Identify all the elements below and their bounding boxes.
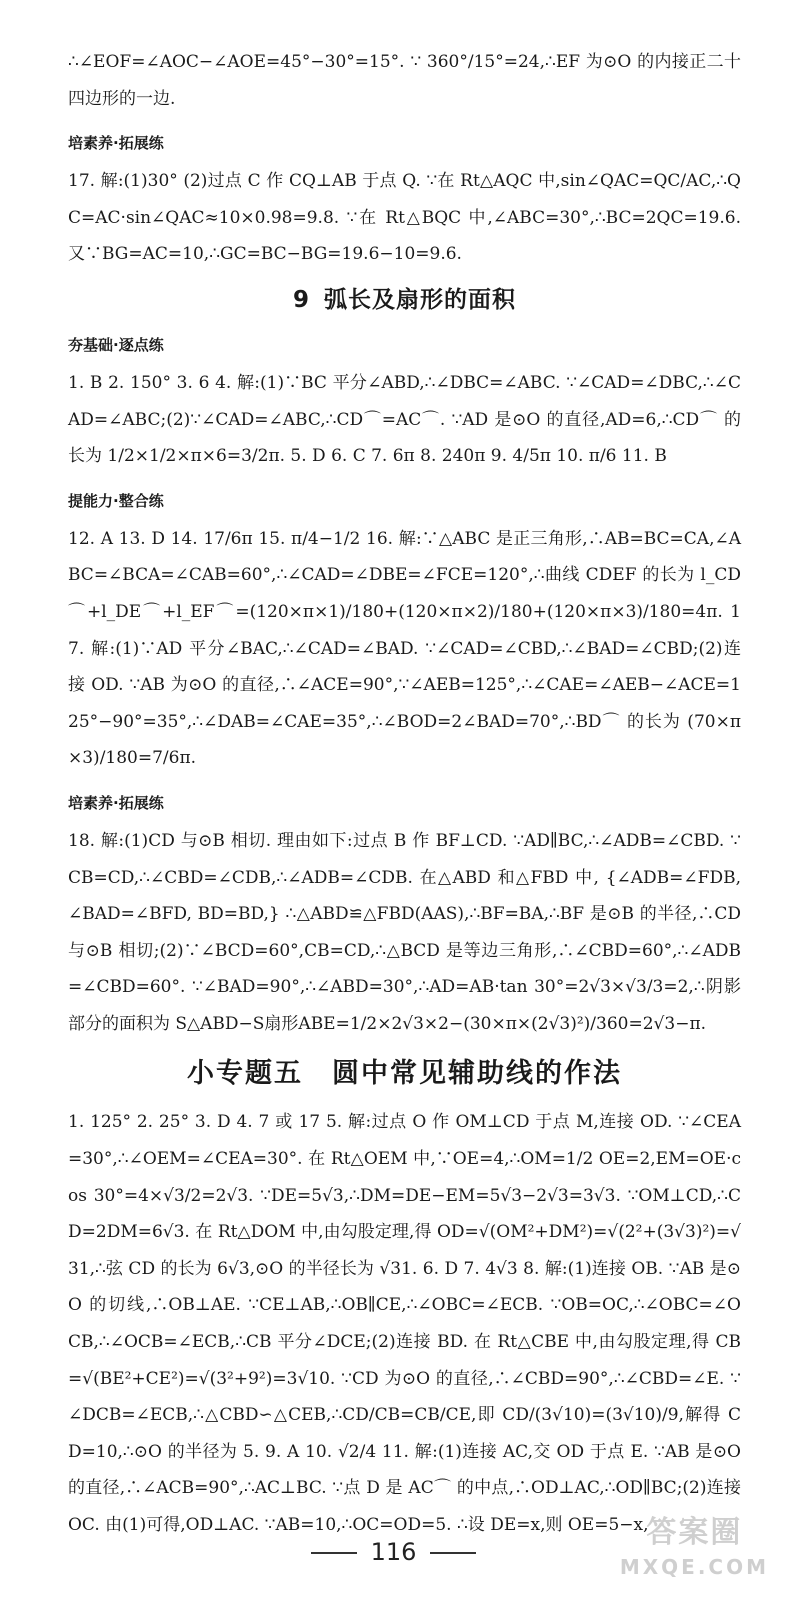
practice-subheading: 提能力·整合练 bbox=[68, 491, 164, 510]
section-heading bbox=[68, 283, 741, 317]
answer-content bbox=[68, 44, 741, 1544]
answer-paragraph: 17. 解:(1)30° (2)过点 C 作 CQ⊥AB 于点 Q. ∵在 Rt△AQC 中,sin∠QAC=QC/AC,∴QC=AC·sin∠QAC≈10×0.98=9.8. ∵在 Rt△BQC 中,∠ABC=30°,∴BC=2QC=19.6. 又∵BG=AC=10,∴GC=BC−BG=19.6−10=9.6. bbox=[68, 171, 741, 265]
section-number: 9 bbox=[292, 286, 310, 313]
topic-heading: 小专题五 圆中常见辅助线的作法 bbox=[187, 1058, 622, 1090]
watermark-title: 答案圈 bbox=[646, 1515, 743, 1550]
footer-dash-left bbox=[311, 1552, 357, 1554]
answer-paragraph: 1. 125° 2. 25° 3. D 4. 7 或 17 5. 解:过点 O 作 OM⊥CD 于点 M,连接 OD. ∵∠CEA=30°,∴∠OEM=∠CEA=30°. 在 Rt△OEM 中,∵OE=4,∴OM=1/2 OE=2,EM=OE·cos 30°=4×√3/2=2√3. ∵DE=5√3,∴DM=DE−EM=5√3−2√3=3√3. ∵OM⊥CD,∴CD=2DM=6√3. 在 Rt△DOM 中,由勾股定理,得 OD=√(OM²+DM²)=√(2²+(3√3)²)=√31,∴弦 CD 的长为 6√3,⊙O 的半径长为 √31. 6. D 7. 4√3 8. 解:(1)连接 OB. ∵AB 是⊙O 的切线,∴OB⊥AE. ∵CE⊥AB,∴OB∥CE,∴∠OBC=∠ECB. ∵OB=OC,∴∠OBC=∠OCB,∴∠OCB=∠ECB,∴CB 平分∠DCE;(2)连接 BD. 在 Rt△CBE 中,由勾股定理,得 CB=√(BE²+CE²)=√(3²+9²)=3√10. ∵CD 为⊙O 的直径,∴∠CBD=90°,∴∠CBD=∠E. ∵∠DCB=∠ECB,∴△CBD∽△CEB,∴CD/CB=CB/CE,即 CD/(3√10)=(3√10)/9,解得 CD=10,∴⊙O 的半径为 5. 9. A 10. √2/4 11. 解:(1)连接 AC,交 OD 于点 E. ∵AB 是⊙O 的直径,∴∠ACB=90°,∴AC⊥BC. ∵点 D 是 AC⌒ 的中点,∴OD⊥AC,∴OD∥BC;(2)连接 OC. 由(1)可得,OD⊥AC. ∵AB=10,∴OC=OD=5. ∴设 DE=x,则 OE=5−x, bbox=[68, 1112, 741, 1535]
answer-paragraph: 18. 解:(1)CD 与⊙B 相切. 理由如下:过点 B 作 BF⊥CD. ∵AD∥BC,∴∠ADB=∠CBD. ∵CB=CD,∴∠CBD=∠CDB,∴∠ADB=∠CDB. 在△ABD 和△FBD 中, {∠ADB=∠FDB, ∠BAD=∠BFD, BD=BD,} ∴△ABD≌△FBD(AAS),∴BF=BA,∴BF 是⊙B 的半径,∴CD 与⊙B 相切;(2)∵∠BCD=60°,CB=CD,∴△BCD 是等边三角形,∴∠CBD=60°,∴∠ADB=∠CBD=60°. ∵∠BAD=90°,∴∠ABD=30°,∴AD=AB·tan 30°=2√3×√3/3=2,∴阴影部分的面积为 S△ABD−S扇形ABE=1/2×2√3×2−(30×π×(2√3)²)/360=2√3−π. bbox=[68, 830, 741, 1034]
page-number: 116 bbox=[370, 1538, 417, 1566]
practice-subheading: 培素养·拓展练 bbox=[68, 793, 164, 812]
section-title: 弧长及扇形的面积 bbox=[324, 286, 516, 313]
practice-subheading: 培素养·拓展练 bbox=[68, 134, 164, 153]
footer-dash-right bbox=[430, 1552, 476, 1554]
answer-paragraph: 1. B 2. 150° 3. 6 4. 解:(1)∵BC 平分∠ABD,∴∠DBC=∠ABC. ∵∠CAD=∠DBC,∴∠CAD=∠ABC;(2)∵∠CAD=∠ABC,∴CD⌒=AC⌒. ∵AD 是⊙O 的直径,AD=6,∴CD⌒ 的长为 1/2×1/2×π×6=3/2π. 5. D 6. C 7. 6π 8. 240π 9. 4/5π 10. π/6 11. B bbox=[68, 372, 741, 467]
answer-paragraph: ∴∠EOF=∠AOC−∠AOE=45°−30°=15°. ∵ 360°/15°=24,∴EF 为⊙O 的内接正二十四边形的一边. bbox=[68, 52, 741, 109]
practice-subheading: 夯基础·逐点练 bbox=[68, 335, 164, 354]
answer-paragraph: 12. A 13. D 14. 17/6π 15. π/4−1/2 16. 解:∵△ABC 是正三角形,∴AB=BC=CA,∠ABC=∠BCA=∠CAB=60°,∴∠CAD=∠DBE=∠FCE=120°,∴曲线 CDEF 的长为 l_CD⌒+l_DE⌒+l_EF⌒=(120×π×1)/180+(120×π×2)/180+(120×π×3)/180=4π. 17. 解:(1)∵AD 平分∠BAC,∴∠CAD=∠BAD. ∵∠CAD=∠CBD,∴∠BAD=∠CBD;(2)连接 OD. ∵AB 为⊙O 的直径,∴∠ACE=90°,∵∠AEB=125°,∴∠CAE=∠AEB−∠ACE=125°−90°=35°,∴∠DAB=∠CAE=35°,∴∠BOD=2∠BAD=70°,∴BD⌒ 的长为 (70×π×3)/180=7/6π. bbox=[68, 528, 741, 769]
watermark-url: MXQE.COM bbox=[619, 1555, 769, 1579]
watermark bbox=[620, 1516, 769, 1584]
